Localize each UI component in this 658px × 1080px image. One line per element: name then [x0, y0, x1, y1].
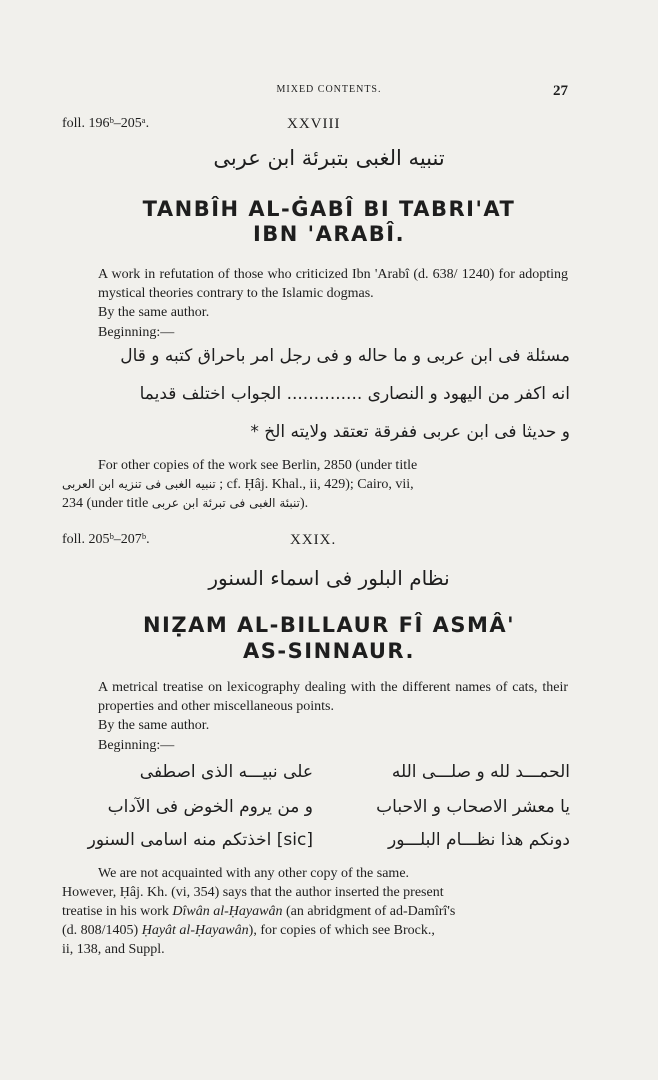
verse1-left: على نبيـــه الذى اصطفى	[139, 762, 313, 782]
verse1-right: الحمـــد لله و صلـــى الله	[391, 762, 570, 782]
entry2-title-line2: AS-SINNAUR.	[243, 639, 415, 663]
entry1-author: By the same author.	[98, 305, 210, 320]
entry1-other-copies-text2: ; cf. Ḥâj. Khal., ii, 429); Cairo, vii,	[219, 477, 414, 492]
closing-line1: We are not acquainted with any other copy of the same.	[98, 866, 410, 881]
verse3-right: دونكم هذا نظـــام البلـــور	[388, 830, 570, 850]
closing-line3-c: (an abridgment of ad-Damîrî's	[282, 904, 456, 919]
entry1-description-text: A work in refutation of those who criticized Ibn 'Arabî (d. 638/ 1240) for adopting mystical theories contrary to the Islamic dogmas.	[98, 267, 568, 301]
closing-line3-a: treatise in his work	[62, 904, 173, 919]
closing-line2: However, Ḥâj. Kh. (vi, 354) says that the author inserted the present	[62, 885, 444, 900]
closing-line4	[62, 921, 435, 940]
entry1-title-line1: TANBÎH AL-ĠABÎ BI TABRI'AT	[142, 197, 516, 221]
entry1-number: XXVIII	[287, 116, 341, 132]
entry1-description	[98, 265, 568, 303]
entry1-arabic-title: تنبيه الغبى بتبرئة ابن عربى	[213, 146, 445, 170]
verse2-right: يا معشر الاصحاب و الاحباب	[376, 797, 570, 817]
entry2-folios: foll. 205ᵇ–207ᵇ.	[62, 532, 150, 547]
page-number: 27	[553, 83, 568, 99]
entry2-title-line1: NIẒAM AL-BILLAUR FÎ ASMÂ'	[142, 613, 516, 637]
running-head: MIXED CONTENTS.	[276, 84, 382, 95]
entry1-beginning-line1: مسئلة فى ابن عربى و ما حاله و فى رجل امر باحراق كتبه و قال	[120, 346, 570, 366]
entry2-author: By the same author.	[98, 718, 210, 733]
verse3-left: [sic] اخذتكم منه اسامى السنور	[87, 830, 313, 850]
entry2-number: XXIX.	[290, 532, 337, 548]
entry2-arabic-title: نظام البلور فى اسماء السنور	[208, 566, 450, 590]
verse2-left: و من يروم الخوض فى الآداب	[107, 797, 313, 817]
closing-line5: ii, 138, and Suppl.	[62, 942, 165, 957]
closing-line3-title: Dîwân al-Ḥayawân	[172, 904, 283, 919]
closing-line4-title: Ḥayât al-Ḥayawân	[141, 923, 249, 938]
entry1-other-copies-text1: For other copies of the work see Berlin, 2850 (under title	[98, 458, 418, 473]
entry1-beginning-line3: و حديثا فى ابن عربى ففرقة تعتقد ولايته الخ *	[250, 422, 570, 442]
entry1-other-copies-line3	[62, 494, 308, 513]
entry1-other-copies-arabic1: تنبيه الغبى فى تنزيه ابن العربى	[62, 477, 216, 491]
entry1-title-line2: IBN 'ARABÎ.	[252, 222, 406, 246]
entry1-other-copies-text3: 234 (under title	[62, 496, 149, 511]
closing-line3	[62, 902, 455, 921]
entry2-description	[98, 678, 568, 716]
entry1-other-copies-arabic2: تنبئة الغبى فى تبرئة ابن عربى	[151, 496, 300, 510]
closing-line4-a: (d. 808/1405)	[62, 923, 142, 938]
entry1-other-copies-line2	[62, 475, 568, 494]
entry1-folios: foll. 196ᵇ–205ᵃ.	[62, 116, 150, 131]
entry1-beginning-label: Beginning:—	[98, 325, 175, 340]
entry2-beginning-label: Beginning:—	[98, 738, 175, 753]
closing-line4-c: ), for copies of which see Brock.,	[248, 923, 435, 938]
entry1-beginning-line2: انه اكفر من اليهود و النصارى .............. الجواب اختلف قديما	[139, 384, 570, 404]
entry2-description-text: A metrical treatise on lexicography dealing with the different names of cats, their properties and other miscellaneous points.	[98, 680, 568, 714]
entry1-other-copies-text4: ).	[299, 496, 309, 511]
entry1-other-copies-line1	[98, 456, 568, 475]
